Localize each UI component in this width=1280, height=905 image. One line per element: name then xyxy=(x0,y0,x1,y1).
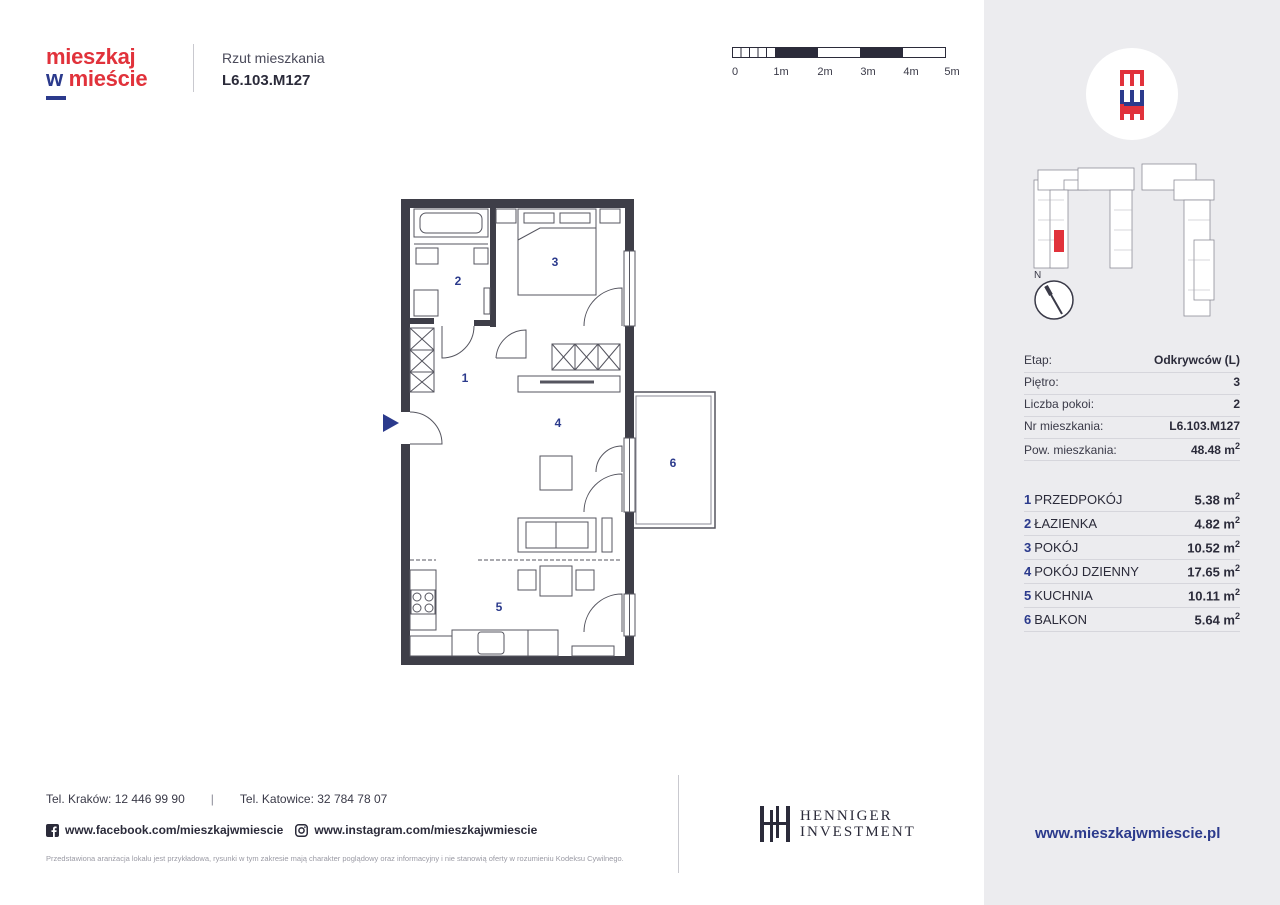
square-symbol: 2 xyxy=(1234,441,1240,451)
mwm-logo-icon xyxy=(1086,48,1178,140)
scale-bar xyxy=(731,46,960,80)
logo-w: w xyxy=(46,66,63,91)
scale-label-0: 0 xyxy=(731,66,739,78)
entrance-arrow-icon xyxy=(383,414,399,432)
developer-logo[interactable] xyxy=(758,806,916,842)
scale-label-5: 5m xyxy=(944,66,960,78)
room-label-3: 3 xyxy=(551,255,559,269)
room-number: 4 xyxy=(1024,564,1032,580)
info-label: Pow. mieszkania: xyxy=(1024,443,1117,457)
info-label: Nr mieszkania: xyxy=(1024,419,1104,433)
room-name: PRZEDPOKÓJ xyxy=(1034,492,1123,508)
square-symbol: 2 xyxy=(1234,611,1240,621)
room-label-2: 2 xyxy=(454,274,462,288)
room-area: 5.38 m xyxy=(1194,492,1235,508)
room-number: 2 xyxy=(1024,516,1032,532)
website-link[interactable]: www.mieszkajwmiescie.pl xyxy=(1035,825,1221,842)
room-name: KUCHNIA xyxy=(1034,588,1093,604)
room-area: 17.65 m xyxy=(1187,564,1235,580)
brand-logo[interactable] xyxy=(46,46,147,100)
room-name: POKÓJ xyxy=(1034,540,1079,556)
apartment-marker xyxy=(1054,230,1064,252)
rooms-list xyxy=(1024,488,1240,632)
room-row xyxy=(1024,536,1240,560)
legal-disclaimer: Przedstawiona aranżacja lokalu jest przykładowa, rysunki w tym zakresie mają charakter poglądowy oraz informacyjny i nie stanowią oferty w rozumieniu Kodeksu Cywilnego. xyxy=(46,854,624,863)
room-area: 4.82 m xyxy=(1194,516,1235,532)
header-divider xyxy=(193,44,194,92)
facebook-link[interactable]: www.facebook.com/mieszkajwmiescie xyxy=(65,823,284,837)
room-row xyxy=(1024,608,1240,632)
info-value xyxy=(1191,441,1240,457)
apartment-info-table xyxy=(1024,351,1240,461)
room-label-1: 1 xyxy=(461,371,469,385)
room-label-6: 6 xyxy=(669,456,677,470)
instagram-link[interactable]: www.instagram.com/mieszkajwmiescie xyxy=(314,823,538,837)
scale-label-3: 3m xyxy=(860,66,876,78)
room-number: 5 xyxy=(1024,588,1032,604)
room-row xyxy=(1024,584,1240,608)
instagram-icon xyxy=(295,824,308,837)
floor-plan xyxy=(380,196,720,668)
room-number: 1 xyxy=(1024,492,1032,508)
square-symbol: 2 xyxy=(1234,563,1240,573)
room-label-5: 5 xyxy=(495,600,503,614)
room-row xyxy=(1024,512,1240,536)
square-symbol: 2 xyxy=(1234,539,1240,549)
logo-line-2 xyxy=(46,68,147,90)
room-name: BALKON xyxy=(1034,612,1087,628)
room-row xyxy=(1024,488,1240,512)
square-symbol: 2 xyxy=(1234,515,1240,525)
logo-miescie: mieście xyxy=(68,66,148,91)
scale-label-1: 1m xyxy=(773,66,789,78)
info-label: Etap: xyxy=(1024,353,1053,367)
plan-subtitle: Rzut mieszkania xyxy=(222,50,325,66)
apartment-code: L6.103.M127 xyxy=(222,72,311,89)
facebook-icon xyxy=(46,824,59,837)
info-value: 2 xyxy=(1233,397,1240,411)
logo-underline xyxy=(46,96,66,100)
info-value: Odkrywców (L) xyxy=(1153,353,1240,367)
square-symbol: 2 xyxy=(1234,587,1240,597)
room-row xyxy=(1024,560,1240,584)
building-key-plan xyxy=(1024,160,1230,326)
info-row-apartment-number xyxy=(1024,417,1240,439)
north-label: N xyxy=(1034,270,1042,281)
room-area: 5.64 m xyxy=(1194,612,1235,628)
phone-krakow[interactable]: Tel. Kraków: 12 446 99 90 xyxy=(46,792,185,806)
developer-name-line2: INVESTMENT xyxy=(800,824,916,840)
info-label: Liczba pokoi: xyxy=(1024,397,1095,411)
scale-label-2: 2m xyxy=(817,66,833,78)
info-value: L6.103.M127 xyxy=(1169,419,1240,433)
scale-ruler xyxy=(732,47,946,59)
social-links xyxy=(46,823,537,837)
room-number: 3 xyxy=(1024,540,1032,556)
room-label-4: 4 xyxy=(554,416,562,430)
brand-badge xyxy=(1086,48,1178,140)
footer-divider xyxy=(678,775,679,873)
info-row-stage xyxy=(1024,351,1240,373)
area-value: 48.48 m xyxy=(1190,443,1235,457)
phone-separator: | xyxy=(210,792,214,806)
info-row-rooms-count xyxy=(1024,395,1240,417)
room-number: 6 xyxy=(1024,612,1032,628)
scale-label-4: 4m xyxy=(903,66,919,78)
phone-katowice[interactable]: Tel. Katowice: 32 784 78 07 xyxy=(239,792,388,806)
info-label: Piętro: xyxy=(1024,375,1059,389)
logo-line-1: mieszkaj xyxy=(46,44,136,69)
room-name: ŁAZIENKA xyxy=(1034,516,1098,532)
info-row-floor xyxy=(1024,373,1240,395)
developer-name-line1: HENNIGER xyxy=(800,808,893,824)
room-area: 10.52 m xyxy=(1187,540,1235,556)
contact-phones xyxy=(46,792,387,806)
square-symbol: 2 xyxy=(1234,491,1240,501)
info-row-area xyxy=(1024,439,1240,461)
henniger-monogram-icon xyxy=(758,806,792,842)
room-area: 10.11 m xyxy=(1187,588,1235,604)
room-name: POKÓJ DZIENNY xyxy=(1034,564,1139,580)
info-value: 3 xyxy=(1233,375,1240,389)
